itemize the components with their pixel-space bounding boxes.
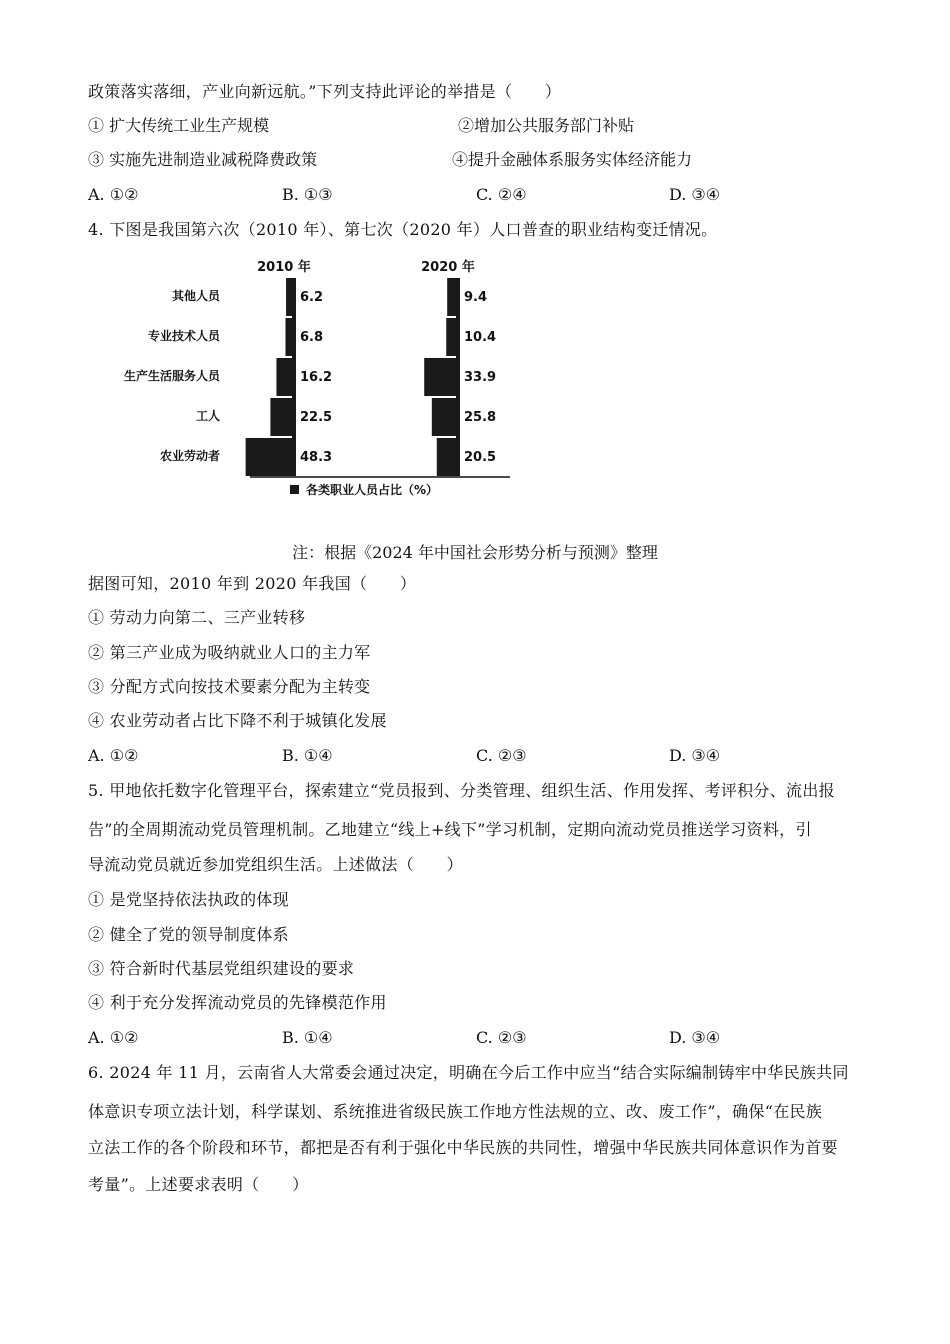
q5-stem-line-2: 告”的全周期流动党员管理机制。乙地建立“线上+线下”学习机制，定期向流动党员推送学习资料，引 — [88, 820, 812, 839]
q4-choice-c: C. ②③ — [476, 746, 527, 765]
value-label: 6.8 — [300, 330, 324, 345]
series-title: 2020 年 — [421, 260, 475, 275]
q5-item-2: ② 健全了党的领导制度体系 — [88, 925, 289, 944]
q5-choice-c: C. ②③ — [476, 1028, 527, 1047]
q6-stem-line-1: 6. 2024 年 11 月，云南省人大常委会通过决定，明确在今后工作中应当“结合实际编制铸牢中华民族共同 — [88, 1063, 849, 1082]
value-label: 25.8 — [464, 410, 497, 425]
bar-segment — [270, 398, 292, 436]
category-label: 工人 — [195, 409, 220, 423]
bar-segment — [285, 318, 292, 356]
value-label: 22.5 — [300, 410, 333, 425]
q3-choice-b: B. ①③ — [282, 185, 333, 204]
legend-swatch — [290, 485, 299, 494]
category-label: 农业劳动者 — [159, 449, 220, 463]
q5-choice-d: D. ③④ — [669, 1028, 721, 1047]
q4-item-3: ③ 分配方式向按技术要素分配为主转变 — [88, 677, 371, 696]
q6-stem-line-3: 立法工作的各个阶段和环节，都把是否有利于强化中华民族的共同性，增强中华民族共同体意识作为首要 — [88, 1138, 838, 1157]
occupation-chart-svg — [100, 258, 540, 508]
q4-choice-d: D. ③④ — [669, 746, 721, 765]
bar-segment — [276, 358, 292, 396]
q5-choice-a: A. ①② — [88, 1028, 139, 1047]
value-label: 6.2 — [300, 290, 324, 305]
q4-item-1: ① 劳动力向第二、三产业转移 — [88, 608, 306, 627]
occupation-structure-chart — [100, 258, 540, 508]
q3-choice-a: A. ①② — [88, 185, 139, 204]
q5-choice-b: B. ①④ — [282, 1028, 333, 1047]
bar-segment — [432, 398, 456, 436]
q4-stem: 4. 下图是我国第六次（2010 年）、第七次（2020 年）人口普查的职业结构变迁情况。 — [88, 220, 718, 239]
q4-item-2: ② 第三产业成为吸纳就业人口的主力军 — [88, 643, 371, 662]
q5-stem-line-1: 5. 甲地依托数字化管理平台，探索建立“党员报到、分类管理、组织生活、作用发挥、考评积分、流出报 — [88, 781, 835, 800]
bar-segment — [446, 318, 456, 356]
category-label: 其他人员 — [171, 289, 220, 303]
category-label: 生产生活服务人员 — [123, 369, 220, 383]
bar-spine — [456, 278, 460, 476]
value-label: 20.5 — [464, 450, 497, 465]
chart-note: 注：根据《2024 年中国社会形势分析与预测》整理 — [292, 543, 658, 562]
bar-segment — [424, 358, 456, 396]
bar-segment — [437, 438, 456, 476]
q5-item-3: ③ 符合新时代基层党组织建设的要求 — [88, 959, 355, 978]
q3-choice-c: C. ②④ — [476, 185, 527, 204]
q3-stem-tail: 政策落实落细，产业向新远航。”下列支持此评论的举措是（ ） — [88, 82, 562, 101]
legend-label: 各类职业人员占比（%） — [306, 483, 439, 497]
q4-choice-b: B. ①④ — [282, 746, 333, 765]
q6-stem-line-2: 体意识专项立法计划，科学谋划、系统推进省级民族工作地方性法规的立、改、废工作”，确保“在民族 — [88, 1102, 823, 1121]
value-label: 9.4 — [464, 290, 488, 305]
bar-segment — [246, 438, 292, 476]
q3-choice-d: D. ③④ — [669, 185, 721, 204]
q3-option-4: ④提升金融体系服务实体经济能力 — [452, 150, 693, 169]
q5-stem-line-3: 导流动党员就近参加党组织生活。上述做法（ ） — [88, 855, 463, 874]
q5-item-1: ① 是党坚持依法执政的体现 — [88, 890, 289, 909]
q3-option-1: ① 扩大传统工业生产规模 — [88, 116, 270, 135]
value-label: 10.4 — [464, 330, 497, 345]
q5-item-4: ④ 利于充分发挥流动党员的先锋模范作用 — [88, 993, 387, 1012]
category-label: 专业技术人员 — [147, 329, 220, 343]
value-label: 48.3 — [300, 450, 333, 465]
q4-question: 据图可知，2010 年到 2020 年我国（ ） — [88, 574, 417, 593]
value-label: 33.9 — [464, 370, 497, 385]
series-title: 2010 年 — [257, 260, 311, 275]
bar-segment — [286, 278, 292, 316]
bar-segment — [447, 278, 456, 316]
q3-option-2: ②增加公共服务部门补贴 — [458, 116, 635, 135]
value-label: 16.2 — [300, 370, 333, 385]
q6-stem-line-4: 考量”。上述要求表明（ ） — [88, 1175, 309, 1194]
q3-option-3: ③ 实施先进制造业减税降费政策 — [88, 150, 318, 169]
q4-item-4: ④ 农业劳动者占比下降不利于城镇化发展 — [88, 711, 387, 730]
bar-spine — [292, 278, 296, 476]
q4-choice-a: A. ①② — [88, 746, 139, 765]
